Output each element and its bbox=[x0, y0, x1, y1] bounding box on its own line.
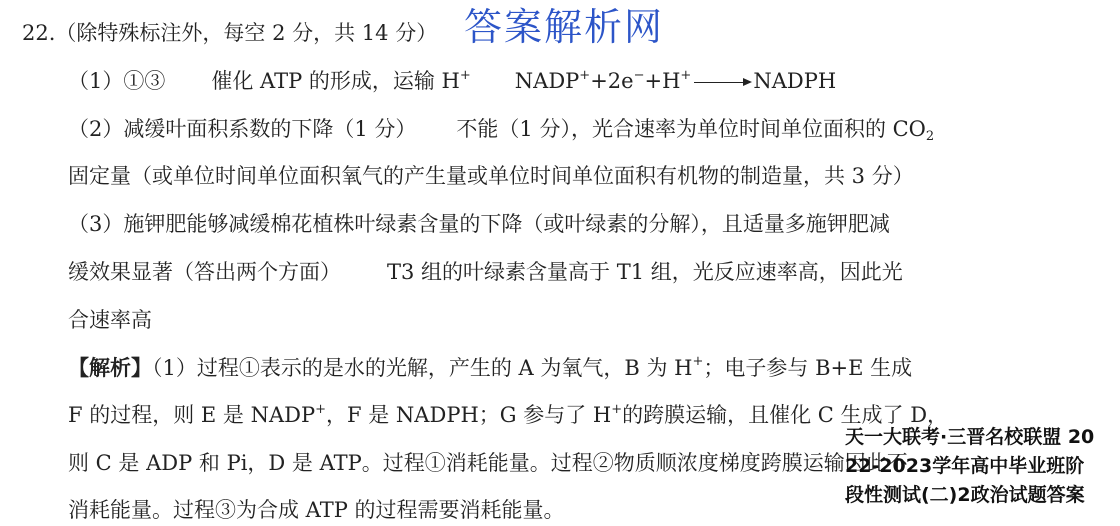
answer-part3-line3: 合速率高 bbox=[68, 308, 152, 332]
question-number: 22. bbox=[22, 21, 56, 45]
overlay-caption-line1: 天一大联考·三晋名校联盟 20 bbox=[845, 426, 1095, 448]
answer-part1 bbox=[68, 68, 837, 93]
analysis-line4: 消耗能量。过程③为合成 ATP 的过程需要消耗能量。 bbox=[68, 498, 565, 522]
analysis-line2: F 的过程，则 E 是 NADP+，F 是 NADPH；G 参与了 H+的跨膜运输，且催化 C 生成了 D， bbox=[68, 402, 949, 427]
analysis-line3: 则 C 是 ADP 和 Pi，D 是 ATP。过程①消耗能量。过程②物质顺浓度梯度跨膜运输因此不 bbox=[68, 451, 908, 475]
answer-part3-line2: 缓效果显著（答出两个方面） T3 组的叶绿素含量高于 T1 组，光反应速率高，因此光 bbox=[68, 260, 903, 284]
part1-answer-b-sup: + bbox=[459, 68, 471, 83]
analysis-line1: 【解析】（1）过程①表示的是水的光解，产生的 A 为氧气，B 为 H+；电子参与 B+E 生成 bbox=[68, 354, 913, 380]
part1-equation: NADP++2e−+H+ NADPH bbox=[514, 68, 837, 93]
question-header bbox=[22, 23, 437, 44]
overlay-caption-line3: 段性测试(二)2政治试题答案 bbox=[845, 484, 1085, 506]
reaction-arrow-icon bbox=[694, 82, 750, 83]
scoring-note: （除特殊标注外，每空 2 分，共 14 分） bbox=[55, 21, 438, 45]
part1-answer-a: ①③ bbox=[123, 69, 166, 93]
watermark-logo: 答案解析网 bbox=[464, 5, 665, 49]
overlay-caption-line2: 22-2023学年高中毕业班阶 bbox=[845, 455, 1085, 477]
part1-label: （1） bbox=[68, 69, 124, 93]
analysis-tag: 【解析】 bbox=[68, 355, 152, 380]
answer-part2-line1: （2）减缓叶面积系数的下降（1 分） 不能（1 分），光合速率为单位时间单位面积的 $CO_2$ bbox=[68, 117, 935, 144]
answer-part2-line2: 固定量（或单位时间单位面积氧气的产生量或单位时间单位面积有机物的制造量，共 3 分） bbox=[68, 164, 914, 188]
part1-answer-b: 催化 ATP 的形成，运输 H bbox=[211, 69, 460, 93]
answer-part3-line1: （3）施钾肥能够减缓棉花植株叶绿素含量的下降（或叶绿素的分解），且适量多施钾肥减 bbox=[68, 212, 890, 236]
